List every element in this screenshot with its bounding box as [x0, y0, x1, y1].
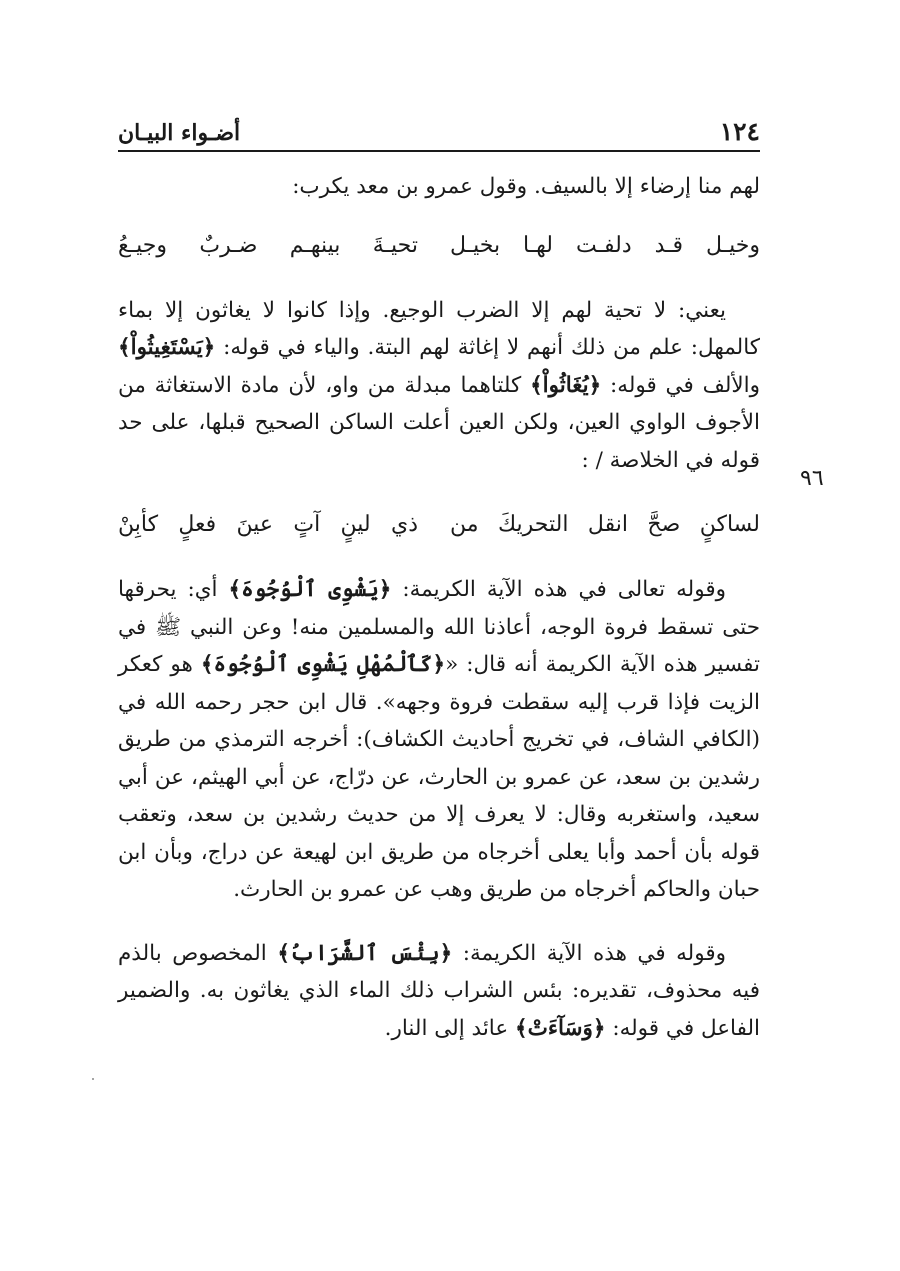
paragraph-2-text-a: يعني: لا تحية لهم إلا الضرب الوجيع. وإذا كانوا لا يغاثون إلا بماء كالمهل: علم من ذلك أنهم لا إغاثة لهم البتة. والياء في قوله:: [118, 297, 760, 360]
quran-quote-yastaghithu: ﴿يَسْتَغِيثُواْ﴾: [118, 335, 216, 360]
quran-quote-bisa: ﴿بِئْسَ ٱلشَّرَابُ﴾: [277, 940, 453, 966]
paragraph-4-text-b: المخصوص بالذم فيه محذوف، تقديره: بئس الشراب ذلك الماء الذي يغاثون به. والضمير الفاعل في قوله:: [118, 940, 760, 1041]
verse-1-second-hemistich: تحيـةَ بينهـم ضـربٌ وجيـعُ: [118, 232, 418, 258]
paragraph-2: [118, 292, 760, 480]
poetry-verse-1: [118, 226, 760, 266]
paragraph-2-text-b: والألف في قوله:: [601, 372, 760, 398]
verse-1-first-hemistich: وخيـل قـد دلفـت لهـا بخيـل: [450, 232, 760, 258]
paragraph-2-text-c: كلتاهما مبدلة من واو، لأن مادة الاستغاثة من الأجوف الواوي العين، ولكن العين أعلت الساكن الصحيح قبلها، على حد قوله في الخلاصة / :: [118, 372, 760, 473]
book-title: أضـواء البيـان: [118, 120, 241, 146]
paragraph-4-text-a: وقوله في هذه الآية الكريمة:: [452, 940, 726, 966]
poetry-verse-2: [118, 505, 760, 545]
scan-speck: [92, 1078, 94, 1080]
quran-quote-yughathu: ﴿يُغَاثُواْ﴾: [530, 372, 602, 398]
paragraph-4: [118, 935, 760, 1048]
margin-page-reference: ٩٦: [800, 466, 824, 491]
quran-quote-saat: ﴿وَسَآءَتْ﴾: [515, 1015, 606, 1041]
quran-quote-yashwi: ﴿يَشْوِى ٱلْوُجُوهَ﴾: [228, 577, 392, 602]
paragraph-3-text-a: وقوله تعالى في هذه الآية الكريمة:: [391, 577, 726, 602]
quran-quote-kalmuhli: ﴿كَٱلْمُهْلِ يَشْوِى ٱلْوُجُوهَ﴾: [200, 652, 446, 677]
paragraph-3: [118, 571, 760, 909]
paragraph-3-text-c: هو كعكر الزيت فإذا قرب إليه سقطت فروة وجهه». قال ابن حجر رحمه الله في (الكافي الشاف، في تخريج أحاديث الكشاف): أخرجه الترمذي من طريق رشدين بن سعد، عن عمرو بن الحارث، عن درّاج، عن أبي الهيثم، عن أبي سعيد، واستغربه وقال: لا يعرف إلا من حديث رشدين بن سعد، وتعقب قوله بأن أحمد وأبا يعلى أخرجاه من طريق ابن لهيعة عن دراج، وبأن ابن حبان والحاكم أخرجاه من طريق وهب عن عمرو بن الحارث.: [118, 652, 760, 902]
paragraph-4-text-c: عائد إلى النار.: [384, 1015, 516, 1041]
running-header: [118, 108, 760, 152]
page-number: ١٢٤: [719, 117, 760, 146]
verse-2-second-hemistich: ذي لينٍ آتٍ عينَ فعلٍ كأبِنْ: [118, 512, 418, 537]
paragraph-3-text-b: أي: يحرقها حتى تسقط فروة الوجه، أعاذنا الله والمسلمين منه! وعن النبي ﷺ في تفسير هذه الآية الكريمة أنه قال: «: [118, 577, 760, 677]
verse-2-first-hemistich: لساكنٍ صحَّ انقل التحريكَ من: [450, 512, 760, 537]
page-body: [118, 168, 760, 1047]
paragraph-1: لهم منا إرضاء إلا بالسيف. وقول عمرو بن معد يكرب:: [292, 174, 760, 199]
